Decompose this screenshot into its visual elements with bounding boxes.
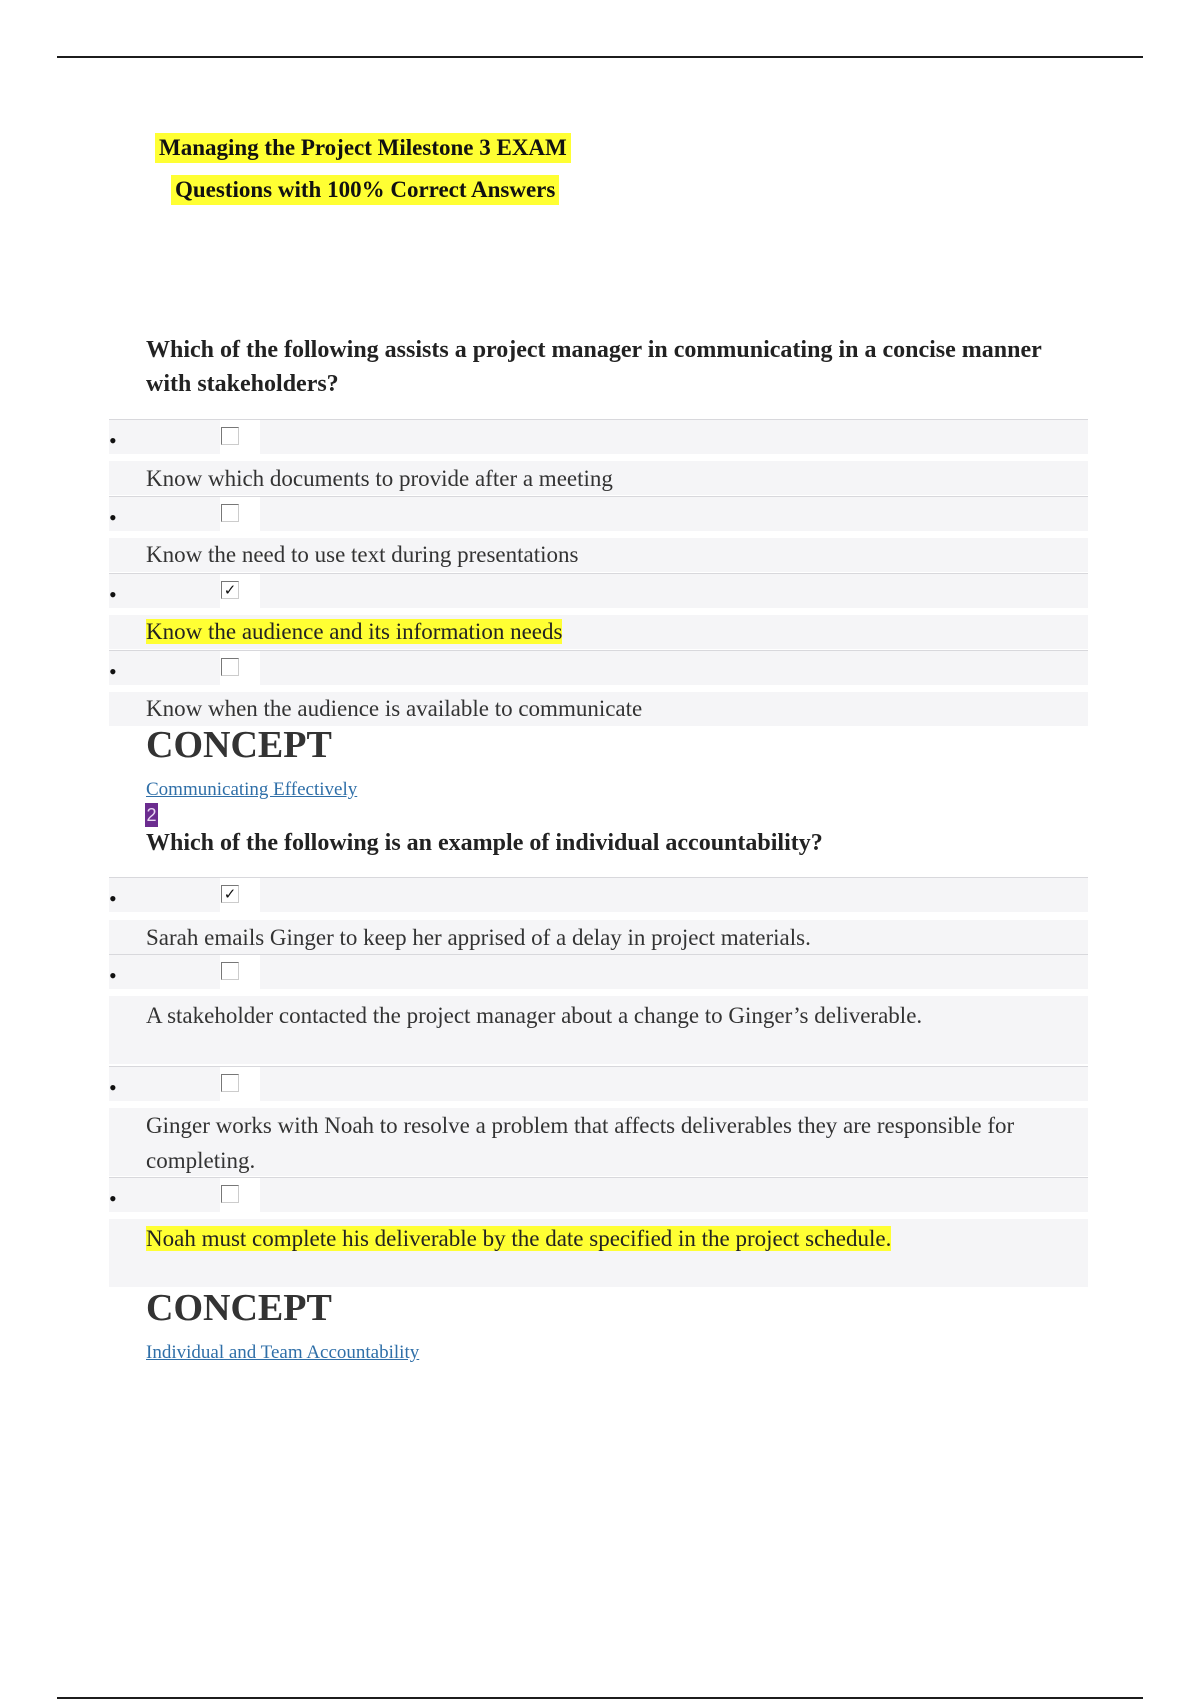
option-checkbox[interactable] (221, 1185, 239, 1203)
title-line-2: Questions with 100% Correct Answers (171, 175, 559, 205)
bullet-icon: • (109, 1186, 117, 1211)
bullet-icon: • (109, 886, 117, 911)
option-checkbox[interactable] (221, 1074, 239, 1092)
option-checkbox[interactable] (221, 427, 239, 445)
concept-link-communicating[interactable]: Communicating Effectively (146, 779, 358, 800)
option-label-correct (146, 614, 1086, 649)
bullet-icon: • (109, 582, 117, 607)
question-2-text: Which of the following is an example of individual accountability? (146, 830, 823, 856)
bullet-icon: • (109, 1075, 117, 1100)
option-checkbox[interactable] (221, 504, 239, 522)
title-line-1: Managing the Project Milestone 3 EXAM (155, 133, 571, 163)
bullet-icon: • (109, 659, 117, 684)
option-checkbox[interactable] (221, 962, 239, 980)
answer-highlight: Noah must complete his deliverable by the date specified in the project schedule. (146, 1226, 892, 1251)
option-checkbox-checked[interactable]: ✓ (221, 581, 239, 599)
bullet-icon: • (109, 428, 117, 453)
bottom-rule (57, 1697, 1143, 1699)
question-number-badge: 2 (146, 805, 157, 825)
option-checkbox-checked[interactable]: ✓ (221, 885, 239, 903)
top-rule (57, 56, 1143, 58)
option-label: Know when the audience is available to communicate (146, 696, 643, 721)
option-label: Sarah emails Ginger to keep her apprised of a delay in project materials. (146, 925, 811, 950)
option-label-correct (146, 1221, 1086, 1256)
option-label: Ginger works with Noah to resolve a problem that affects deliverables they are responsible for completing. (146, 1113, 1015, 1173)
concept-heading: CONCEPT (146, 724, 332, 766)
question-1-text: Which of the following assists a project manager in communicating in a concise manner with stakeholders? (146, 337, 1042, 397)
answer-highlight: Know the audience and its information needs (146, 619, 563, 644)
option-label: A stakeholder contacted the project manager about a change to Ginger’s deliverable. (146, 1003, 923, 1028)
concept-link-accountability[interactable]: Individual and Team Accountability (146, 1342, 420, 1363)
concept-heading: CONCEPT (146, 1287, 332, 1329)
option-label: Know which documents to provide after a meeting (146, 466, 613, 491)
option-label: Know the need to use text during presentations (146, 542, 579, 567)
bullet-icon: • (109, 963, 117, 988)
bullet-icon: • (109, 505, 117, 530)
option-checkbox[interactable] (221, 658, 239, 676)
